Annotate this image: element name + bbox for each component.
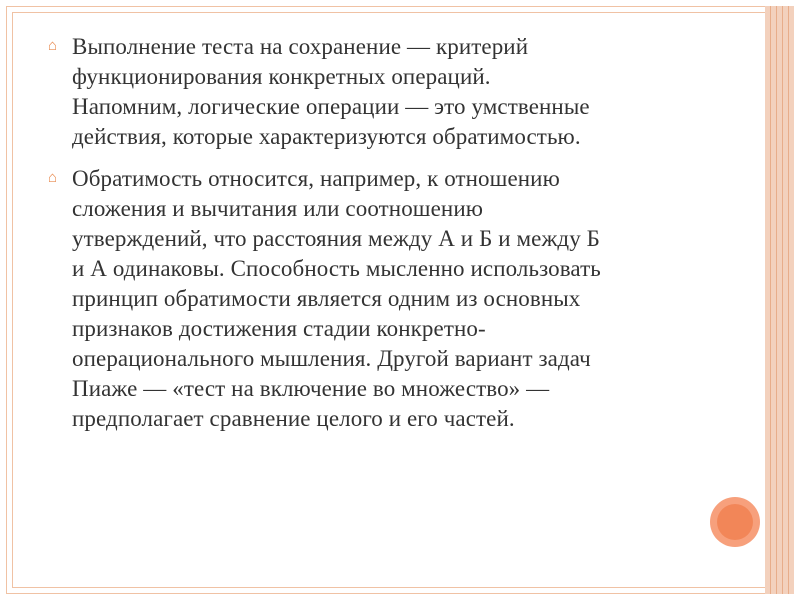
side-band-line [770,6,771,594]
slide-content [48,32,698,446]
bullet-item [48,164,698,434]
text-line: принцип обратимости является одним из основных [72,286,581,311]
text-line: Выполнение теста на сохранение — критерий [72,34,529,59]
bullet-text [72,32,698,152]
text-line: Пиаже — «тест на включение во множество» — [72,376,550,401]
text-line: и А одинаковы. Способность мысленно использовать [72,256,601,281]
text-line: признаков достижения стадии конкретно- [72,316,486,341]
text-line: функционирования конкретных операций. [72,64,491,89]
bullet-text [72,164,698,434]
text-line: утверждений, что расстояния между А и Б и между Б [72,226,600,251]
side-band-line [776,6,777,594]
text-line: операционального мышления. Другой вариант задач [72,346,591,371]
text-line: действия, которые характеризуются обратимостью. [72,124,581,149]
decorative-circle-inner [717,504,753,540]
bullet-item [48,32,698,152]
text-line: предполагает сравнение целого и его частей. [72,406,515,431]
text-line: Обратимость относится, например, к отношению [72,166,560,191]
bullet-marker-icon: ⌂ [48,38,58,54]
bullet-marker-icon: ⌂ [48,170,58,186]
text-line: Напомним, логические операции — это умственные [72,94,590,119]
text-line: сложения и вычитания или соотношению [72,196,484,221]
side-band-line [782,6,783,594]
side-band-line [788,6,789,594]
